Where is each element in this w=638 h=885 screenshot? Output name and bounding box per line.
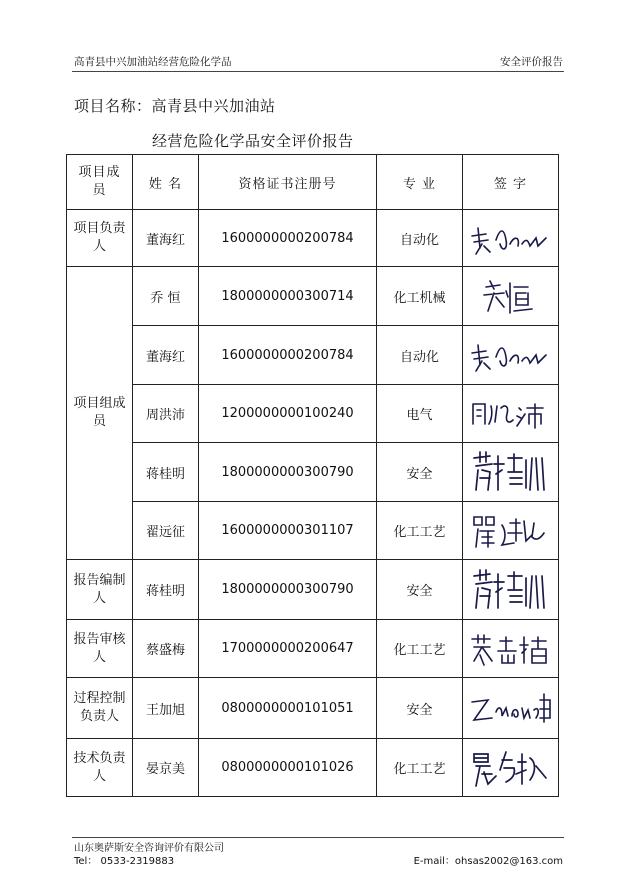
major-cell: 安全 xyxy=(377,678,463,739)
major-cell: 安全 xyxy=(377,443,463,502)
signature-cell xyxy=(463,502,559,560)
role-cell: 报告编制人 xyxy=(67,560,133,620)
table-row xyxy=(67,443,559,502)
footer-company: 山东奥萨斯安全咨询评价有限公司 xyxy=(74,843,224,854)
signature-cell xyxy=(463,739,559,797)
signature-image xyxy=(467,396,555,432)
major-cell: 化工工艺 xyxy=(377,620,463,678)
major-cell: 安全 xyxy=(377,560,463,620)
cert-cell: 1800000000300714 xyxy=(199,267,377,326)
name-cell: 蒋桂明 xyxy=(133,443,199,502)
table-header-row xyxy=(67,155,559,210)
table-row xyxy=(67,620,559,678)
report-title: 经营危险化学品安全评价报告 xyxy=(152,132,354,150)
signature-cell xyxy=(463,443,559,502)
name-cell: 晏京美 xyxy=(133,739,199,797)
col-header-member: 项目成员 xyxy=(67,155,133,210)
role-cell: 项目负责人 xyxy=(67,210,133,267)
role-cell: 项目组成员 xyxy=(67,267,133,560)
signature-cell xyxy=(463,620,559,678)
name-cell: 董海红 xyxy=(133,210,199,267)
header-right-title: 安全评价报告 xyxy=(500,56,563,68)
cert-cell: 1600000000200784 xyxy=(199,210,377,267)
name-cell: 周洪沛 xyxy=(133,385,199,443)
table-row xyxy=(67,210,559,267)
cert-cell: 0800000000101051 xyxy=(199,678,377,739)
cert-cell: 1600000000200784 xyxy=(199,326,377,385)
table-row xyxy=(67,678,559,739)
role-cell: 过程控制负责人 xyxy=(67,678,133,739)
major-cell: 化工工艺 xyxy=(377,502,463,560)
signature-image xyxy=(466,335,556,375)
table-row xyxy=(67,502,559,560)
major-cell: 化工工艺 xyxy=(377,739,463,797)
staff-table xyxy=(66,154,559,797)
signature-cell xyxy=(463,560,559,620)
name-cell: 翟远征 xyxy=(133,502,199,560)
role-cell: 报告审核人 xyxy=(67,620,133,678)
cert-cell: 1800000000300790 xyxy=(199,560,377,620)
signature-image xyxy=(466,746,556,790)
major-cell: 自动化 xyxy=(377,210,463,267)
name-cell: 王加旭 xyxy=(133,678,199,739)
footer-email: E-mail：ohsas2002@163.com xyxy=(413,856,563,867)
signature-cell xyxy=(463,678,559,739)
footer-tel: Tel： 0533-2319883 xyxy=(74,856,175,867)
cert-cell: 1800000000300790 xyxy=(199,443,377,502)
major-cell: 自动化 xyxy=(377,326,463,385)
cert-cell: 1200000000100240 xyxy=(199,385,377,443)
header-rule xyxy=(72,71,564,72)
signature-image xyxy=(466,568,556,612)
name-cell: 乔 恒 xyxy=(133,267,199,326)
table-row xyxy=(67,385,559,443)
cert-cell: 1700000000200647 xyxy=(199,620,377,678)
major-cell: 电气 xyxy=(377,385,463,443)
signature-cell xyxy=(463,326,559,385)
col-header-cert: 资格证书注册号 xyxy=(199,155,377,210)
table-row xyxy=(67,560,559,620)
signature-image xyxy=(476,275,546,317)
name-cell: 蒋桂明 xyxy=(133,560,199,620)
name-cell: 蔡盛梅 xyxy=(133,620,199,678)
signature-cell xyxy=(463,210,559,267)
col-header-major: 专 业 xyxy=(377,155,463,210)
table-row xyxy=(67,326,559,385)
table-row xyxy=(67,739,559,797)
major-cell: 化工机械 xyxy=(377,267,463,326)
signature-image xyxy=(466,688,556,728)
table-row xyxy=(67,267,559,326)
col-header-signature: 签 字 xyxy=(463,155,559,210)
signature-image xyxy=(466,511,556,551)
cert-cell: 0800000000101026 xyxy=(199,739,377,797)
footer-rule xyxy=(72,837,564,838)
project-name: 项目名称：高青县中兴加油站 xyxy=(74,97,276,115)
signature-image xyxy=(466,450,556,494)
cert-cell: 1600000000301107 xyxy=(199,502,377,560)
header-left-title: 高青县中兴加油站经营危险化学品 xyxy=(74,56,232,68)
signature-image xyxy=(466,629,556,669)
signature-image xyxy=(466,218,556,258)
name-cell: 董海红 xyxy=(133,326,199,385)
col-header-name: 姓 名 xyxy=(133,155,199,210)
role-cell: 技术负责人 xyxy=(67,739,133,797)
signature-cell xyxy=(463,385,559,443)
signature-cell xyxy=(463,267,559,326)
